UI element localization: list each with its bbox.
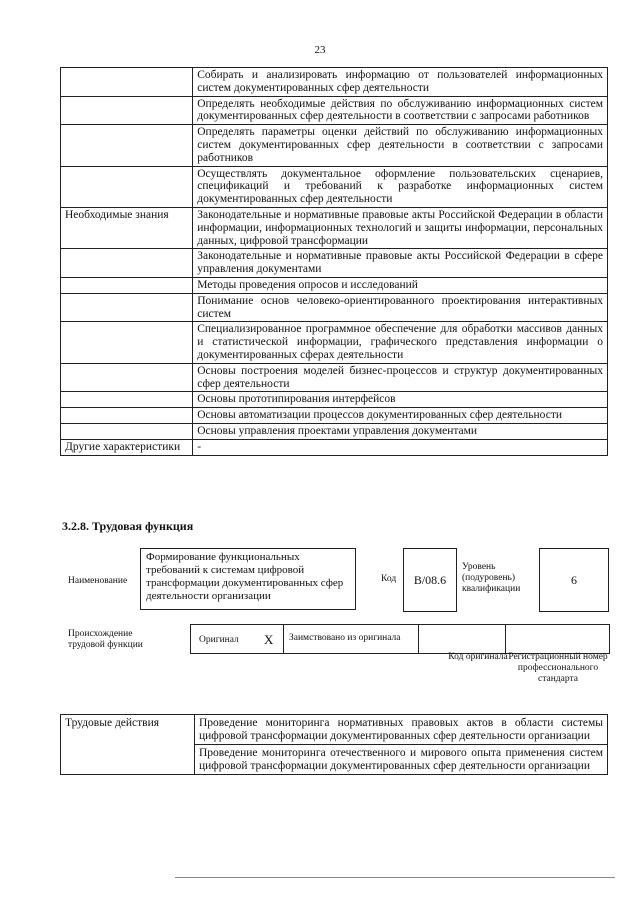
name-label: Наименование <box>68 576 128 586</box>
table-row <box>61 207 608 248</box>
row-label <box>61 249 193 278</box>
divider <box>283 625 284 653</box>
divider <box>505 625 506 653</box>
row-label: Другие характеристики <box>61 439 193 455</box>
knowledge-table <box>60 67 608 456</box>
table-row <box>61 408 608 424</box>
table-row <box>61 166 608 207</box>
table-row <box>61 363 608 392</box>
row-label <box>61 277 193 293</box>
table-row <box>61 96 608 125</box>
row-label <box>61 322 193 363</box>
row-value: Осуществлять документальное оформление пользовательских сценариев, спецификаций и требований к разработке информационных систем документированных сфер деятельности <box>193 166 608 207</box>
table-row <box>61 125 608 166</box>
row-label: Необходимые знания <box>61 207 193 248</box>
row-label <box>61 408 193 424</box>
row-value: Методы проведения опросов и исследований <box>193 277 608 293</box>
row-label <box>61 125 193 166</box>
level-label: Уровень (подуровень) квалификации <box>462 562 521 594</box>
row-label <box>61 423 193 439</box>
borrowed-label: Заимствовано из оригинала <box>289 633 401 643</box>
table-row <box>61 715 608 745</box>
row-label <box>61 68 193 97</box>
row-value: Специализированное программное обеспечение для обработки массивов данных и статистической информации, графического представления информации о документированных сферах деятельности <box>193 322 608 363</box>
action-item: Проведение мониторинга нормативных правовых актов в области системы цифровой трансформации документированных сфер деятельности организации <box>195 715 608 745</box>
divider <box>418 625 419 653</box>
code-label: Код <box>381 574 397 584</box>
bottom-rule <box>175 877 615 878</box>
actions-label: Трудовые действия <box>61 715 195 775</box>
row-label <box>61 392 193 408</box>
original-label: Оригинал <box>199 635 239 645</box>
section-title: 3.2.8. Трудовая функция <box>62 519 194 533</box>
code-original-caption: Код оригинала <box>448 652 508 662</box>
table-row <box>61 249 608 278</box>
actions-table <box>60 714 608 775</box>
table-row <box>61 392 608 408</box>
reg-number-caption: Регистрационный номер профессионального стандарта <box>508 652 608 684</box>
page-number: 23 <box>314 44 326 56</box>
row-value: Понимание основ человеко-ориентированного проектирования интерактивных систем <box>193 293 608 322</box>
level-value: 6 <box>539 548 609 612</box>
row-value: - <box>193 439 608 455</box>
row-label <box>61 293 193 322</box>
table-row <box>61 68 608 97</box>
original-mark: X <box>264 632 274 647</box>
row-value: Собирать и анализировать информацию от пользователей информационных систем документированных сфер деятельности <box>193 68 608 97</box>
table-row <box>61 322 608 363</box>
row-value: Определять необходимые действия по обслуживанию информационных систем документированных сфер деятельности в соответствии с запросами работников <box>193 96 608 125</box>
row-value: Законодательные и нормативные правовые акты Российской Федерации в области информации, информационных технологий и защиты информации, персональных данных, цифровой трансформации <box>193 207 608 248</box>
action-item: Проведение мониторинга отечественного и мирового опыта применения систем цифровой трансформации документированных сфер деятельности организации <box>195 745 608 775</box>
row-value: Основы построения моделей бизнес-процессов и структур документированных сфер деятельности <box>193 363 608 392</box>
table-row <box>61 439 608 455</box>
table-row <box>61 293 608 322</box>
origin-box <box>190 624 610 654</box>
row-value: Основы автоматизации процессов документированных сфер деятельности <box>193 408 608 424</box>
row-label <box>61 96 193 125</box>
row-label <box>61 166 193 207</box>
table-row <box>61 277 608 293</box>
row-value: Основы управления проектами управления документами <box>193 423 608 439</box>
code-value: В/08.6 <box>403 548 457 612</box>
row-label <box>61 363 193 392</box>
table-row <box>61 423 608 439</box>
row-value: Определять параметры оценки действий по обслуживанию информационных систем документированных сфер деятельности в соответствии с запросами работников <box>193 125 608 166</box>
name-value: Формирование функциональных требований к системам цифровой трансформации документированных сфер деятельности организации <box>140 548 356 610</box>
row-value: Законодательные и нормативные правовые акты Российской Федерации в сфере управления документами <box>193 249 608 278</box>
origin-label: Происхождение трудовой функции <box>68 629 143 650</box>
row-value: Основы прототипирования интерфейсов <box>193 392 608 408</box>
